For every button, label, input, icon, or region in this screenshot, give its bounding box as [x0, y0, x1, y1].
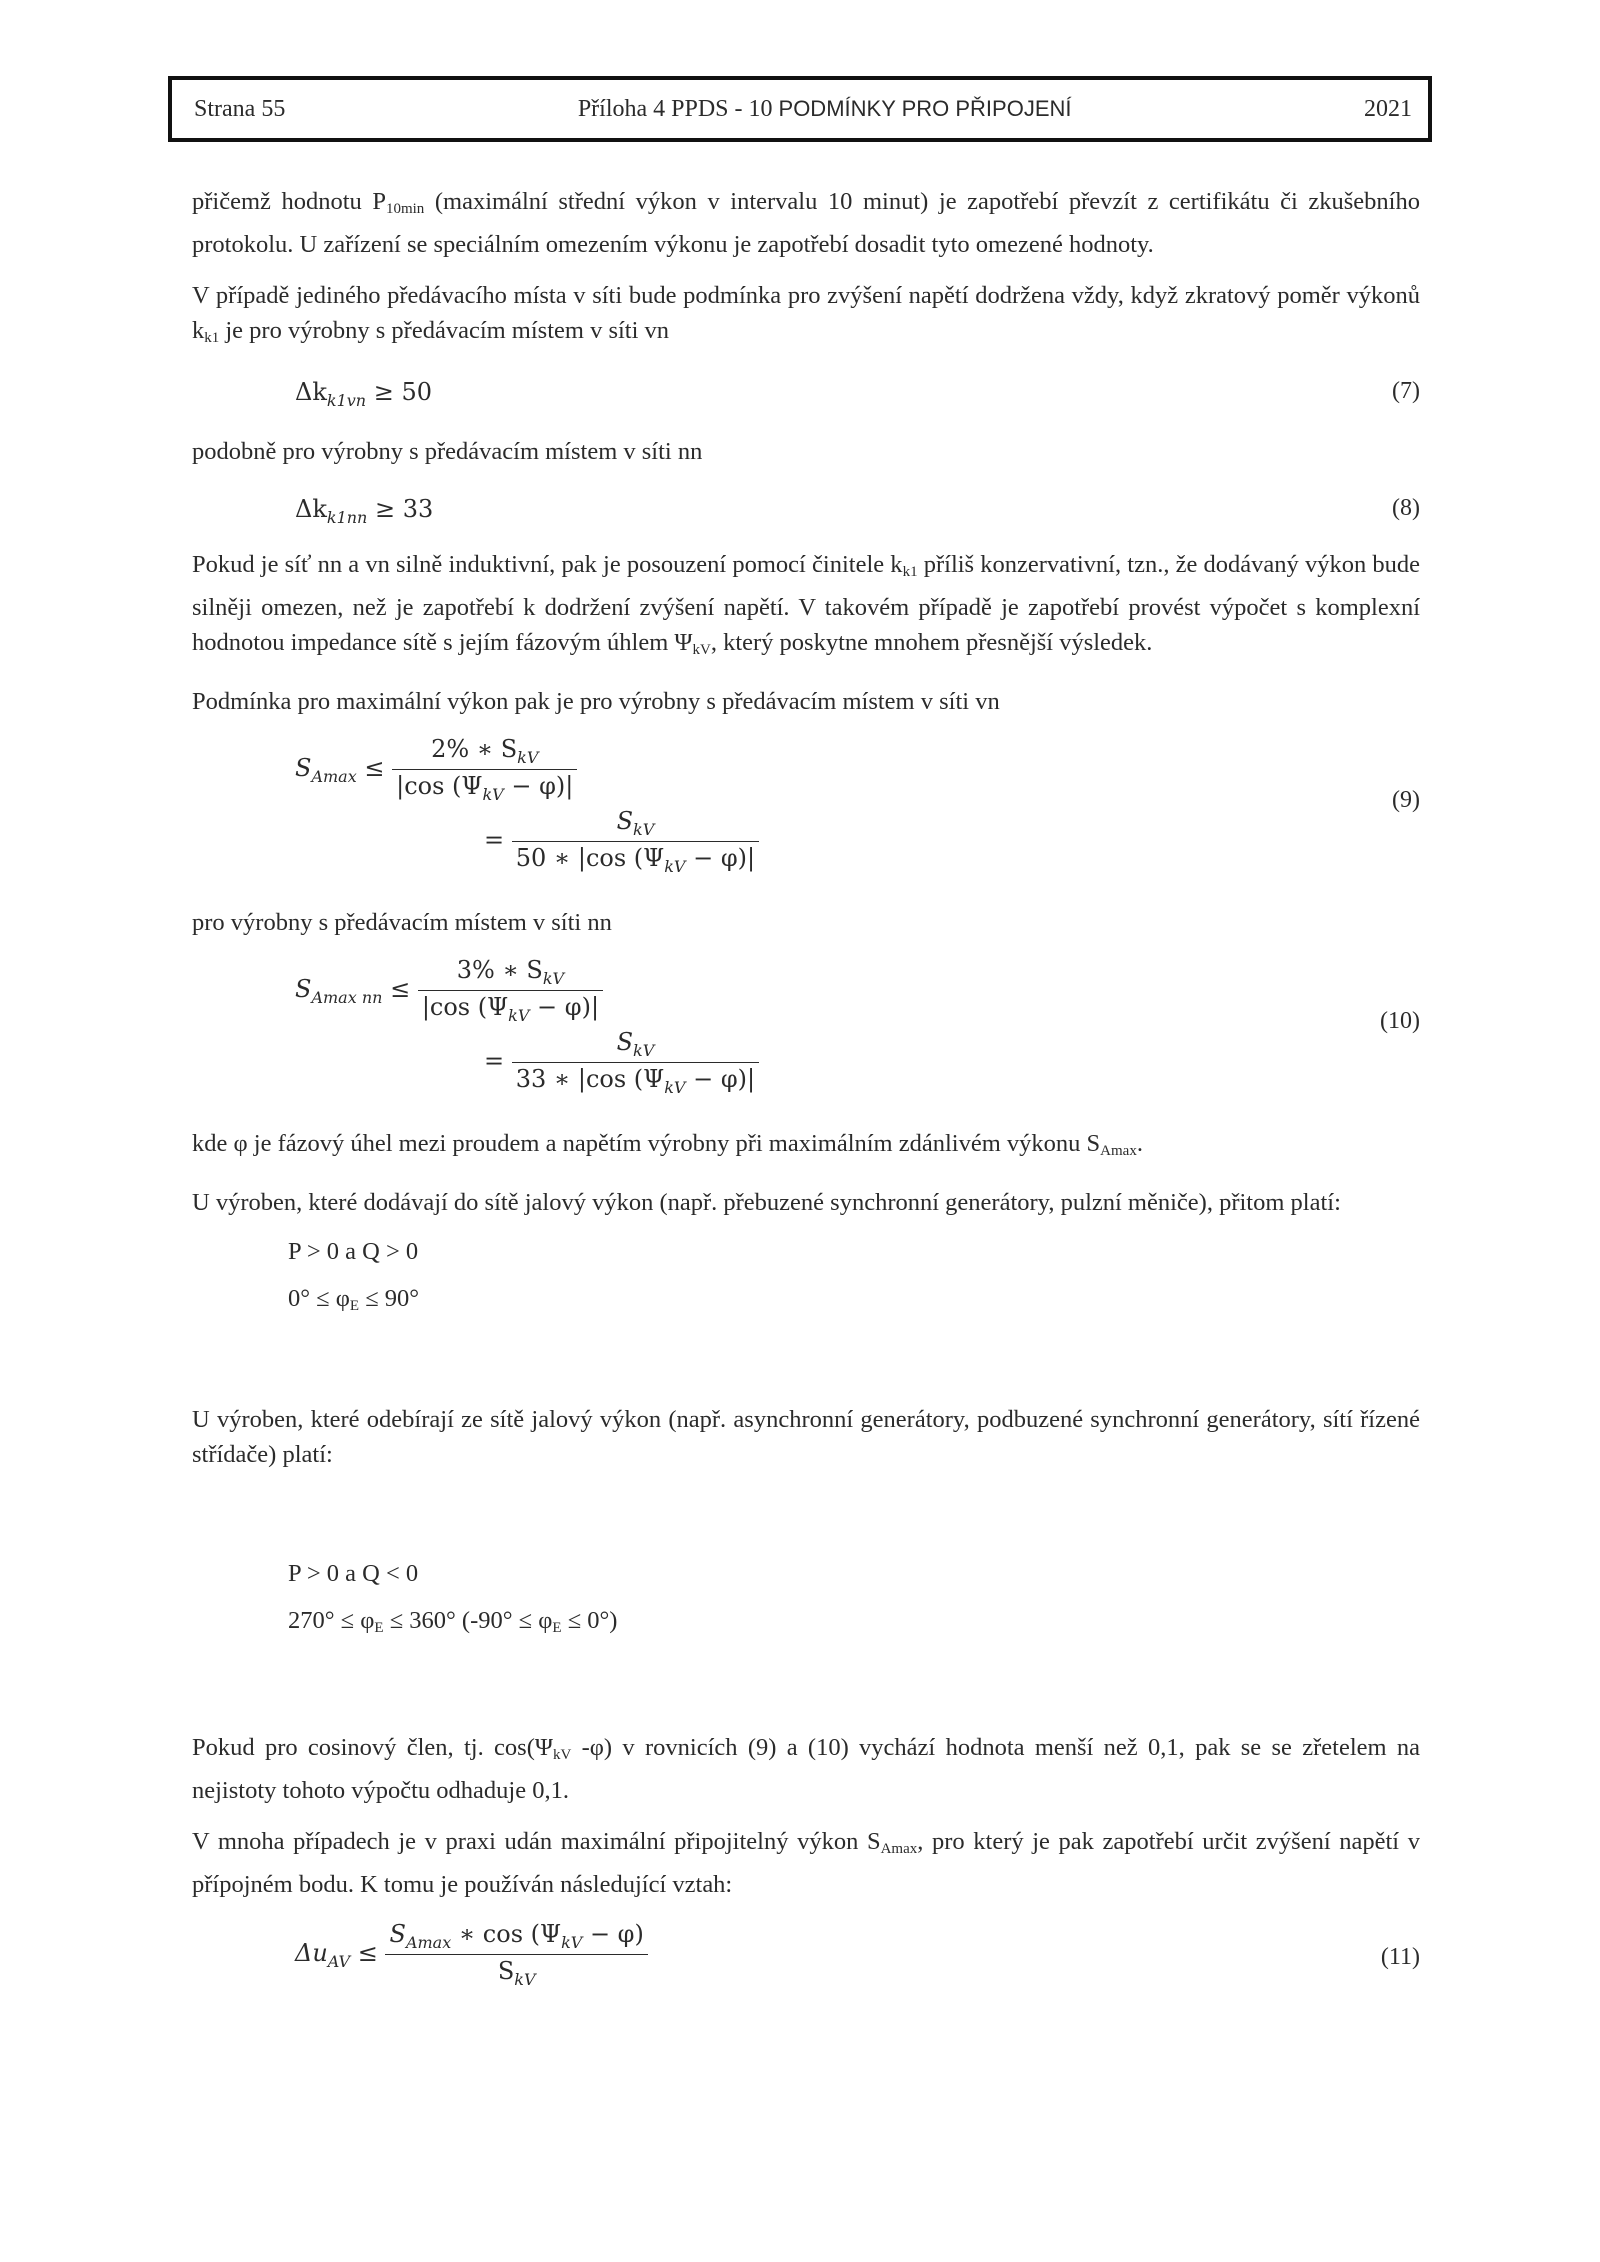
title-main: PODMÍNKY PRO PŘIPOJENÍ	[778, 95, 1072, 121]
equation-11-number: (11)	[1380, 1944, 1420, 1970]
paragraph-11: V mnoha případech je v praxi udán maximální připojitelný výkon $S_{Amax}$, pro který je pak zapotřebí určit zvýšení napětí v přípojném bodu. K tomu je používán následující vztah:	[192, 1828, 1420, 1898]
equation-9-number: (9)	[1392, 787, 1420, 813]
paragraph-2: V případě jediného předávacího místa v síti bude podmínka pro zvýšení napětí dodržena vždy, když zkratový poměr výkonů $k_{k1}$ je pro výrobny s předávacím místem v síti vn	[192, 282, 1420, 346]
condition-1-line-2: $0^\circ \le \varphi_E \le 90^\circ$	[288, 1285, 420, 1314]
condition-block-2	[192, 1556, 1420, 1646]
condition-2-line-2: $270^\circ \le \varphi_E \le 360^\circ$ $(-90^\circ \le \varphi_E \le 0^\circ)$	[288, 1607, 618, 1636]
equation-9-fraction-2: $\frac{S_{kV}}{50 ∗ |\cos (\Psi_{kV} - \varphi)|}$	[512, 807, 759, 876]
condition-2-line-1: P > 0 a Q < 0	[288, 1560, 419, 1587]
paragraph-6: pro výrobny s předávacím místem v síti nn	[192, 909, 612, 936]
paragraph-5: Podmínka pro maximální výkon pak je pro výrobny s předávacím místem v síti vn	[192, 688, 1000, 715]
equation-10-number: (10)	[1380, 1008, 1420, 1034]
equation-10-fraction-1: $\frac{3\% ∗ S_{kV}}{|\cos (\Psi_{kV} - \varphi)|}$	[418, 956, 603, 1025]
equation-9-line2: = $\frac{S_{kV}}{50 ∗ |\cos (\Psi_{kV} - \varphi)|}$	[484, 807, 759, 876]
paragraph-10: Pokud pro cosinový člen, tj. $\cos(\Psi_{kV}$ -φ) v rovnicích (9) a (10) vychází hodnota menší než 0,1, pak se se zřetelem na nejistoty tohoto výpočtu odhaduje 0,1.	[192, 1734, 1421, 1804]
equation-10-line1: $S_{Amax nn}$ ≤ $\frac{3\% ∗ S_{kV}}{|\cos (\Psi_{kV} - \varphi)|}$	[295, 956, 603, 1025]
equation-9-fraction-1: $\frac{2\% ∗ S_{kV}}{|\cos (\Psi_{kV} - \varphi)|}$	[392, 735, 577, 804]
equation-11	[192, 1920, 1420, 2000]
equation-7-formula: $\Delta k_{k1vn} \ge 50$	[295, 378, 432, 410]
paragraph-4: Pokud je síť nn a vn silně induktivní, pak je posouzení pomocí činitele $k_{k1}$ příliš konzervativní, tzn., že dodávaný výkon bude silněji omezen, než je zapotřebí k dodržení zvýšení napětí. V takovém případě je zapotřebí provést výpočet s komplexní hodnotou impedance sítě s jejím fázovým úhlem $\Psi_{kV}$, který poskytne mnohem přesnější výsledek.	[192, 551, 1420, 658]
page-header	[168, 76, 1432, 142]
equation-8	[192, 481, 1420, 543]
paragraph-7: kde φ je fázový úhel mezi proudem a napětím výrobny při maximálním zdánlivém výkonu $S_{Amax}$.	[192, 1130, 1143, 1159]
title-prefix: Příloha 4 PPDS - 10	[577, 95, 779, 122]
equation-10	[192, 956, 1420, 1106]
condition-1-line-1: P > 0 a Q > 0	[288, 1238, 419, 1265]
page-number: Strana 55	[194, 95, 286, 122]
paragraph-9: U výroben, které odebírají ze sítě jalový výkon (např. asynchronní generátory, podbuzené synchronní generátory, sítí řízené střídače) platí:	[192, 1406, 1420, 1468]
equation-7-number: (7)	[1392, 378, 1420, 404]
condition-block-1	[192, 1234, 1420, 1324]
equation-9	[192, 735, 1420, 885]
year: 2021	[1364, 95, 1412, 122]
paragraph-3: podobně pro výrobny s předávacím místem v síti nn	[192, 438, 703, 465]
equation-11-formula: $\Delta u_{AV}$ ≤ $\frac{S_{Amax} ∗ \cos (\Psi_{kV} - \varphi)}{S_{kV}}$	[295, 1920, 648, 1989]
equation-8-number: (8)	[1392, 495, 1420, 521]
equation-8-formula: $\Delta k_{k1nn} \ge 33$	[295, 495, 434, 527]
document-body	[192, 184, 1420, 2000]
paragraph-8: U výroben, které dodávají do sítě jalový výkon (např. přebuzené synchronní generátory, pulzní měniče), přitom platí:	[192, 1189, 1341, 1216]
equation-11-fraction: $\frac{S_{Amax} ∗ \cos (\Psi_{kV} - \varphi)}{S_{kV}}$	[385, 1920, 647, 1989]
document-title	[578, 96, 1072, 123]
equation-10-line2: = $\frac{S_{kV}}{33 ∗ |\cos (\Psi_{kV} - \varphi)|}$	[484, 1028, 759, 1097]
equation-7	[192, 364, 1420, 426]
paragraph-1: přičemž hodnotu $P_{10min}$ (maximální střední výkon v intervalu 10 minut) je zapotřebí převzít z certifikátu či zkušebního protokolu. U zařízení se speciálním omezením výkonu je zapotřebí dosadit tyto omezené hodnoty.	[192, 188, 1420, 258]
equation-9-line1: $S_{Amax}$ ≤ $\frac{2\% ∗ S_{kV}}{|\cos (\Psi_{kV} - \varphi)|}$	[295, 735, 577, 804]
equation-10-fraction-2: $\frac{S_{kV}}{33 ∗ |\cos (\Psi_{kV} - \varphi)|}$	[512, 1028, 759, 1097]
